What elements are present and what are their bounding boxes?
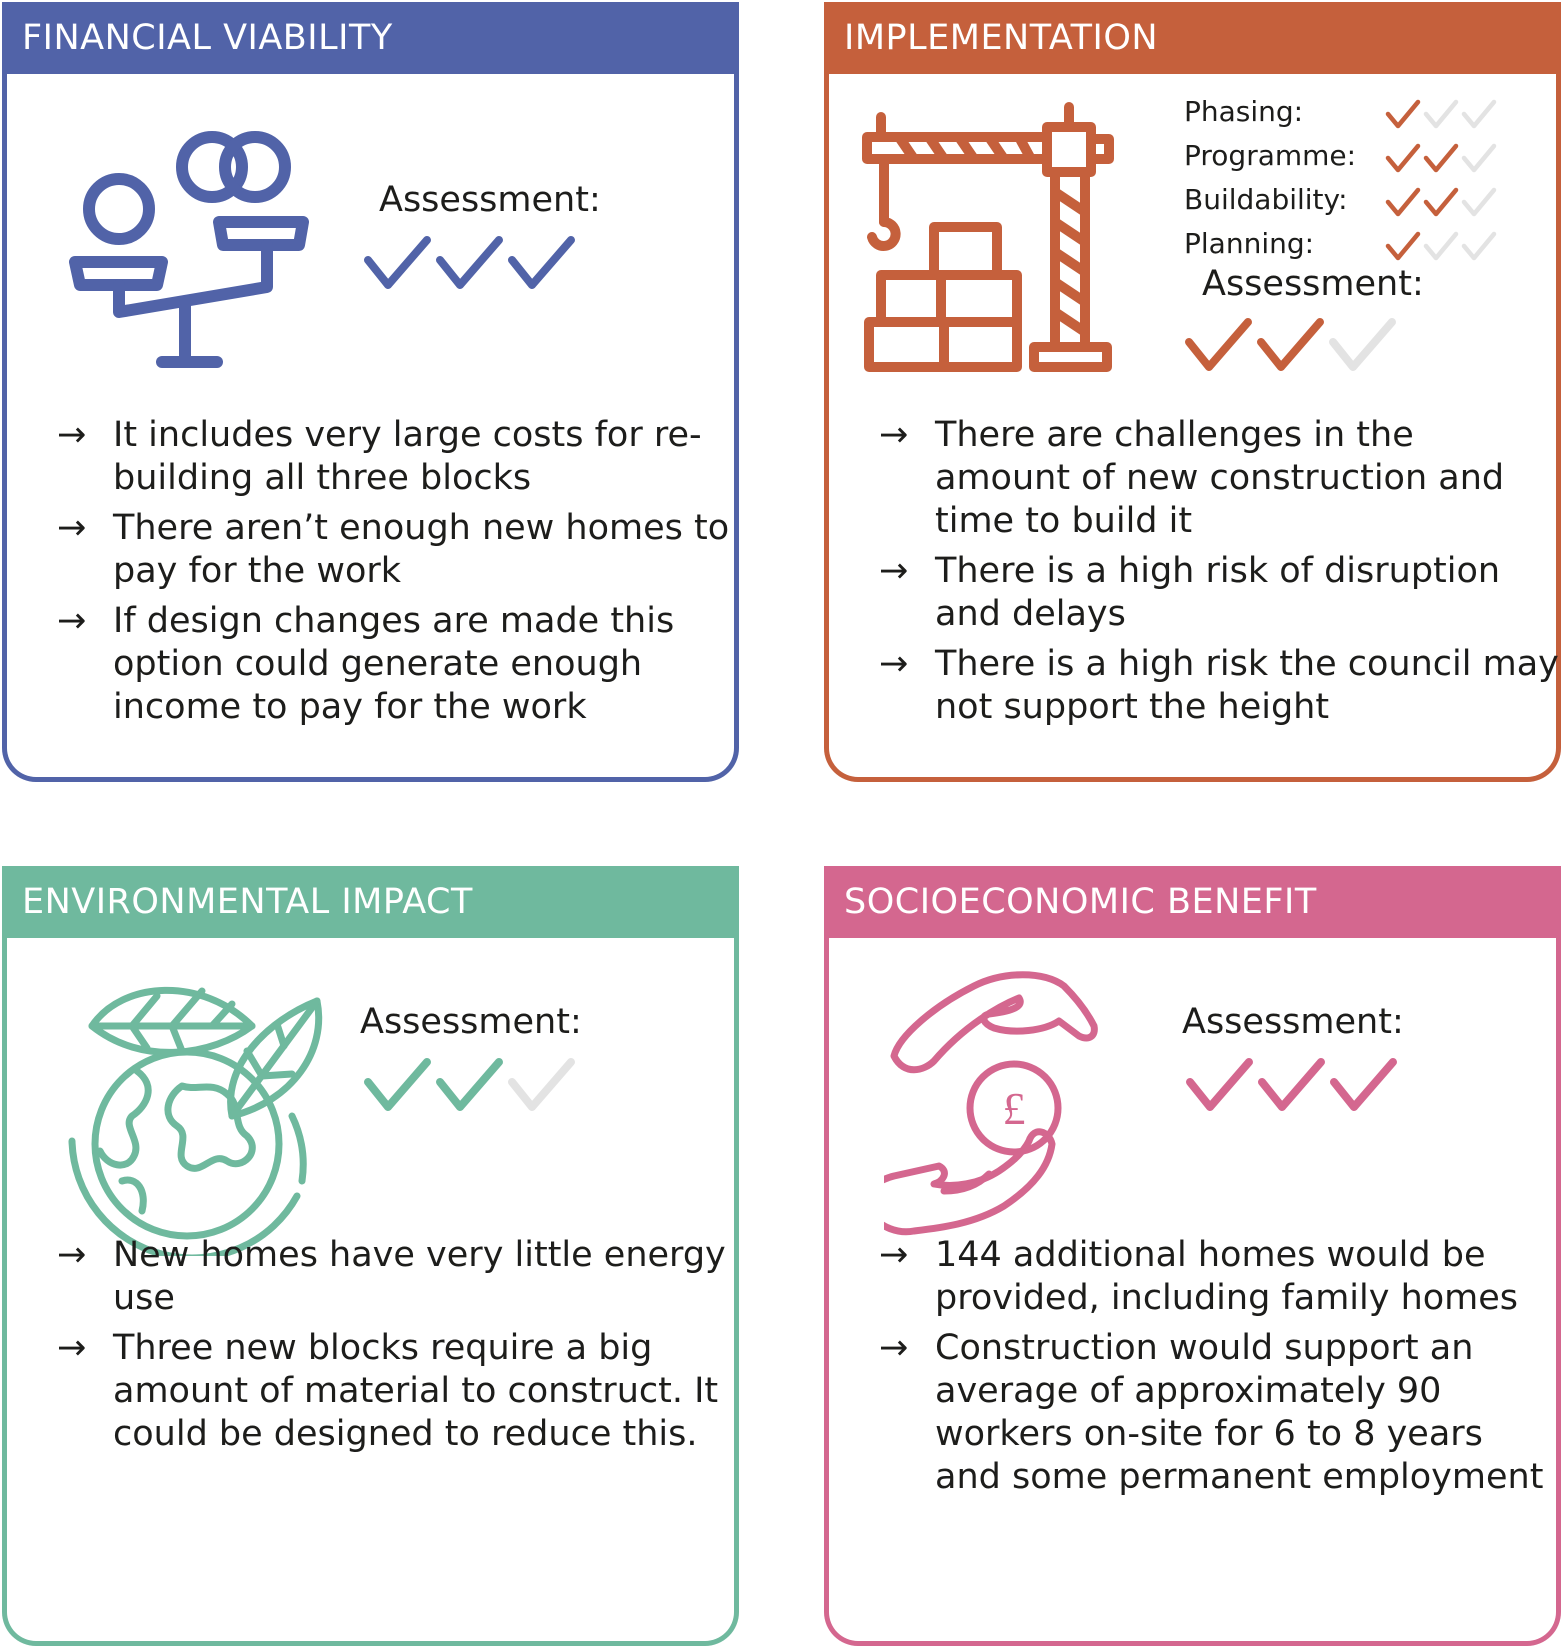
- criteria-row-planning: Planning:: [1184, 222, 1514, 266]
- check-icon: [1333, 322, 1392, 367]
- environmental-assessment-label: Assessment:: [360, 1002, 582, 1042]
- arrow-icon: →: [879, 415, 909, 455]
- balance-scale-icon: [67, 122, 327, 382]
- arrow-icon: →: [879, 1235, 909, 1275]
- arrow-icon: →: [57, 601, 87, 641]
- criteria-row-phasing: Phasing:: [1184, 90, 1514, 134]
- check-icon: [440, 1062, 499, 1107]
- criteria-row-buildability: Buildability:: [1184, 178, 1514, 222]
- implementation-criteria: [1184, 90, 1514, 266]
- check-icon: [1189, 322, 1248, 367]
- check-icon: [368, 1062, 427, 1107]
- arrow-icon: →: [879, 644, 909, 684]
- financial-viability-card: [2, 2, 739, 782]
- check-icon: [1426, 234, 1456, 258]
- list-item: → 144 additional homes would be provided, including family homes: [879, 1235, 1519, 1318]
- check-icon: [1464, 102, 1494, 126]
- check-icon: [1388, 102, 1418, 126]
- socioeconomic-bullet-list: [879, 1234, 1559, 1506]
- list-item: → New homes have very little energy use: [57, 1235, 726, 1318]
- crane-icon: [859, 97, 1129, 377]
- arrow-icon: →: [879, 551, 909, 591]
- list-item: → If design changes are made this option could generate enough income to pay for the work: [57, 601, 675, 727]
- arrow-icon: →: [879, 1328, 909, 1368]
- financial-rating-checks: [360, 232, 590, 302]
- arrow-icon: →: [57, 1235, 87, 1275]
- list-item: → There aren’t enough new homes to pay for the work: [57, 508, 730, 591]
- arrow-icon: →: [57, 415, 87, 455]
- check-icon: [1464, 146, 1494, 170]
- financial-viability-title: FINANCIAL VIABILITY: [2, 2, 739, 74]
- environmental-bullet-list: [57, 1234, 737, 1463]
- implementation-bullet-list: [879, 414, 1559, 736]
- check-icon: [368, 240, 427, 285]
- globe-leaves-icon: [62, 976, 342, 1256]
- environmental-impact-card: [2, 866, 739, 1646]
- implementation-assessment-label: Assessment:: [1202, 264, 1424, 304]
- check-icon: [1190, 1062, 1249, 1107]
- implementation-title: IMPLEMENTATION: [824, 2, 1561, 74]
- check-icon: [1388, 234, 1418, 258]
- socioeconomic-benefit-card: [824, 866, 1561, 1646]
- list-item: → Construction would support an average of approximately 90 workers on-site for 6 to 8 years and some permanent employment: [879, 1328, 1544, 1497]
- list-item: → Three new blocks require a big amount of material to construct. It could be designed to reduce this.: [57, 1328, 719, 1454]
- check-icon: [440, 240, 499, 285]
- check-icon: [1464, 234, 1494, 258]
- check-icon: [512, 240, 571, 285]
- socioeconomic-benefit-title: SOCIOECONOMIC BENEFIT: [824, 866, 1561, 938]
- implementation-rating-checks: [1181, 314, 1411, 384]
- financial-assessment-label: Assessment:: [379, 180, 601, 220]
- check-icon: [1388, 146, 1418, 170]
- check-icon: [1334, 1062, 1393, 1107]
- check-icon: [1426, 146, 1456, 170]
- hands-pound-icon: [884, 966, 1144, 1266]
- arrow-icon: →: [57, 1328, 87, 1368]
- list-item: → It includes very large costs for re-building all three blocks: [57, 415, 702, 498]
- socioeconomic-rating-checks: [1182, 1054, 1412, 1124]
- environmental-impact-title: ENVIRONMENTAL IMPACT: [2, 866, 739, 938]
- check-icon: [1262, 1062, 1321, 1107]
- arrow-icon: →: [57, 508, 87, 548]
- check-icon: [1388, 190, 1418, 214]
- list-item: → There are challenges in the amount of new construction and time to build it: [879, 415, 1505, 541]
- list-item: → There is a high risk the council may not support the height: [879, 644, 1559, 727]
- environmental-rating-checks: [360, 1054, 590, 1124]
- check-icon: [1426, 102, 1456, 126]
- socioeconomic-assessment-label: Assessment:: [1182, 1002, 1404, 1042]
- check-icon: [1261, 322, 1320, 367]
- criteria-row-programme: Programme:: [1184, 134, 1514, 178]
- financial-bullet-list: [57, 414, 737, 736]
- check-icon: [1426, 190, 1456, 214]
- check-icon: [512, 1062, 571, 1107]
- implementation-card: [824, 2, 1561, 782]
- pound-symbol: £: [1002, 1083, 1026, 1134]
- list-item: → There is a high risk of disruption and delays: [879, 551, 1501, 634]
- check-icon: [1464, 190, 1494, 214]
